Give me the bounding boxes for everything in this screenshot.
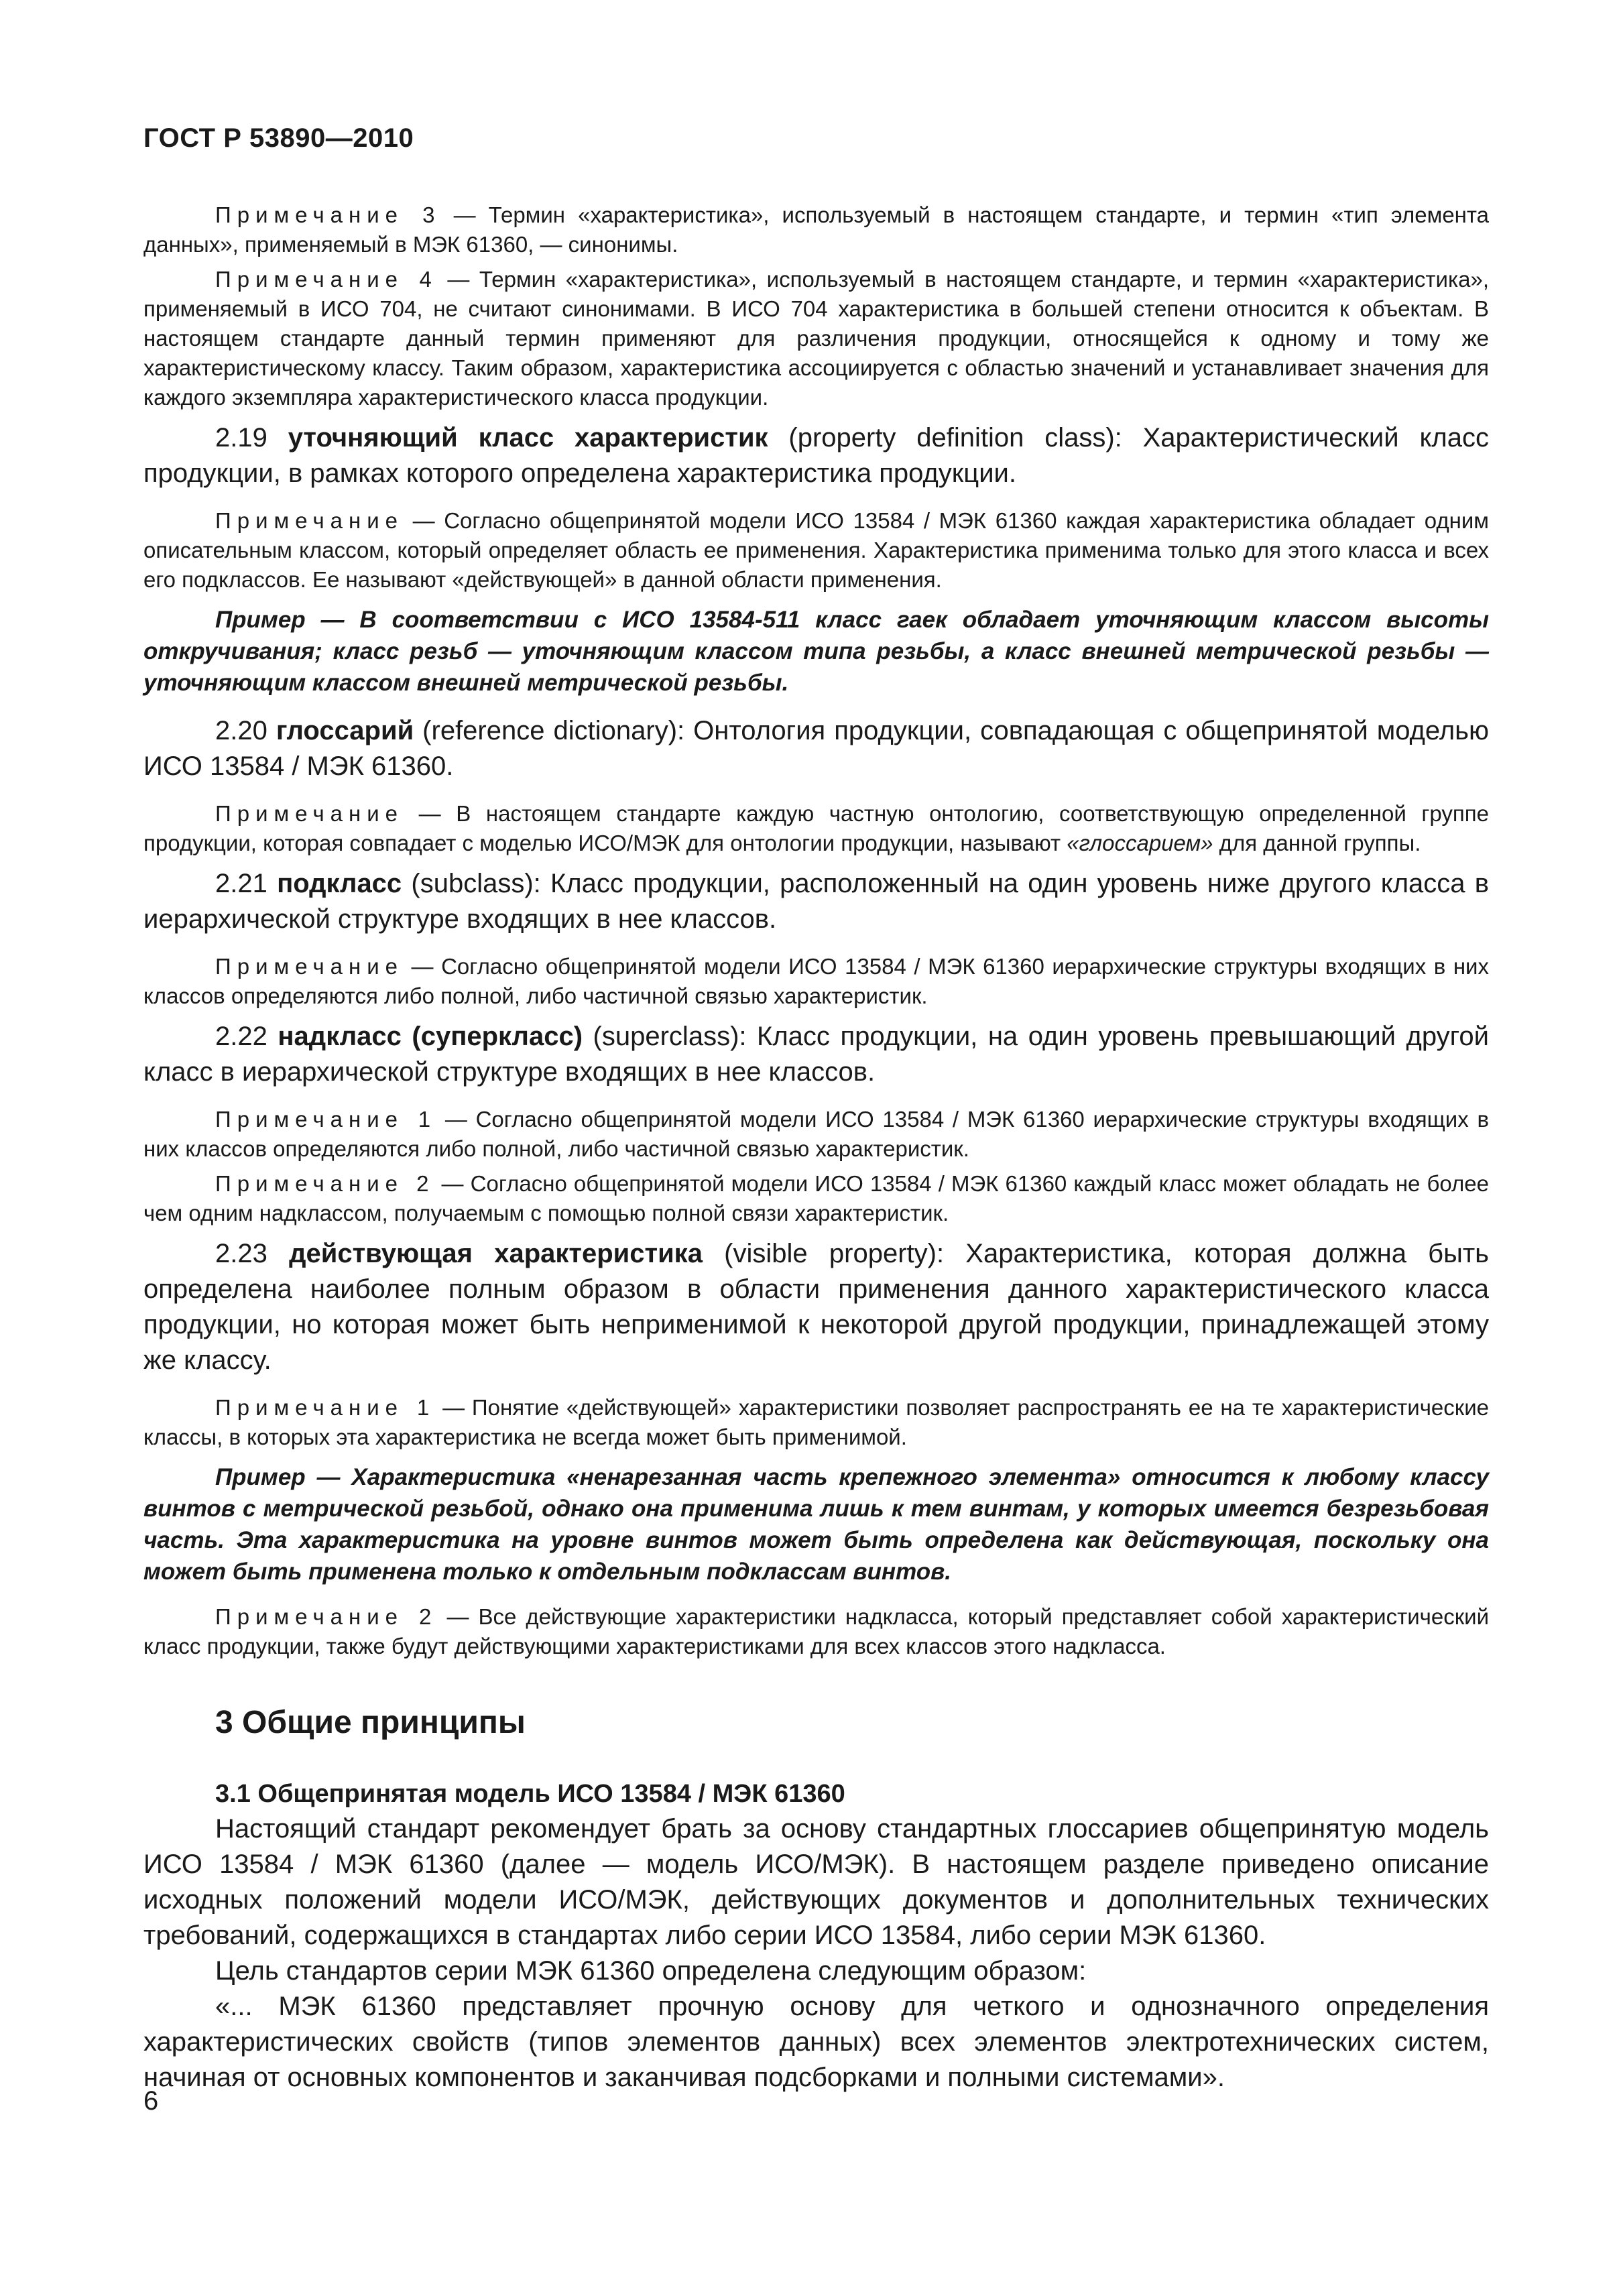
note-4: Примечание 4 — Термин «характеристика», используемый в настоящем стандарте, и термин «характеристика», применяемый в ИСО 704, не считают синонимами. В ИСО 704 характеристика в большей степени относится к объектам. В настоящем стандарте данный термин применяют для различения продукции, относящейся к одному и тому же характеристическому классу. Таким образом, характеристика ассоциируется с областью значений и устанавливает значения для каждого экземпляра характеристического класса продукции. bbox=[143, 267, 1489, 410]
paragraph-2: Цель стандартов серии МЭК 61360 определена следующим образом: bbox=[215, 1956, 1087, 1986]
term-2-23: 2.23 действующая характеристика (visible property): Характеристика, которая должна быть определена наиболее полным образом в области применения данного характеристического класса продукции, но которая может быть неприменимой к некоторой другой продукции, принадлежащей этому же классу. bbox=[143, 1239, 1489, 1375]
note-2-21: Примечание — Согласно общепринятой модели ИСО 13584 / МЭК 61360 иерархические структуры входящих в них классов определяются либо полной, либо частичной связью характеристик. bbox=[143, 954, 1489, 1008]
term-2-20: 2.20 глоссарий (reference dictionary): Онтология продукции, совпадающая с общепринятой моделью ИСО 13584 / МЭК 61360. bbox=[143, 716, 1489, 781]
note-2-20: Примечание — В настоящем стандарте каждую частную онтологию, соответствующую определенной группе продукции, которая совпадает с моделью ИСО/МЭК для онтологии продукции, называют «глоссарием» для данной группы. bbox=[143, 801, 1489, 855]
example-2-19: Пример — В соответствии с ИСО 13584-511 класс гаек обладает уточняющим классом высоты откручивания; класс резьб — уточняющим классом типа резьбы, а класс внешней метрической резьбы — уточняющим классом внешней метрической резьбы. bbox=[143, 607, 1489, 696]
section-3-title: 3 Общие принципы bbox=[215, 1705, 526, 1740]
example-2-23: Пример — Характеристика «ненарезанная часть крепежного элемента» относится к любому классу винтов с метрической резьбой, однако она применима лишь к тем винтам, у которых имеется безрезьбовая часть. Эта характеристика на уровне винтов может быть определена как действующая, поскольку она может быть применена только к отдельным подклассам винтов. bbox=[143, 1464, 1489, 1585]
paragraph-3: «... МЭК 61360 представляет прочную основу для четкого и однозначного определения характеристических свойств (типов элементов данных) всех элементов электротехнических систем, начиная от основных компонентов и заканчивая подсборками и полными системами». bbox=[143, 1992, 1489, 2092]
document-body bbox=[143, 200, 1489, 2096]
note-2-23-2: Примечание 2 — Все действующие характеристики надкласса, который представляет собой характеристический класс продукции, также будут действующими характеристиками для всех классов этого надкласса. bbox=[143, 1604, 1489, 1658]
note-2-19: Примечание — Согласно общепринятой модели ИСО 13584 / МЭК 61360 каждая характеристика обладает одним описательным классом, который определяет область ее применения. Характеристика применима только для этого класса и всех его подклассов. Ее называют «действующей» в данной области применения. bbox=[143, 508, 1489, 592]
paragraph-1: Настоящий стандарт рекомендует брать за основу стандартных глоссариев общепринятую модель ИСО 13584 / МЭК 61360 (далее — модель ИСО/МЭК). В настоящем разделе приведено описание исходных положений модели ИСО/МЭК, действующих документов и дополнительных технических требований, содержащихся в стандартах либо серии ИСО 13584, либо серии МЭК 61360. bbox=[143, 1814, 1489, 1950]
note-2-22-2: Примечание 2 — Согласно общепринятой модели ИСО 13584 / МЭК 61360 каждый класс может обладать не более чем одним надклассом, получаемым с помощью полной связи характеристик. bbox=[143, 1171, 1489, 1225]
page-number: 6 bbox=[143, 2086, 159, 2116]
note-2-23-1: Примечание 1 — Понятие «действующей» характеристики позволяет распространять ее на те характеристические классы, в которых эта характеристика не всегда может быть применимой. bbox=[143, 1395, 1489, 1449]
term-2-22: 2.22 надкласс (суперкласс) (superclass): Класс продукции, на один уровень превышающий другой класс в иерархической структуре входящих в нее классов. bbox=[143, 1022, 1489, 1087]
section-3-1-title: 3.1 Общепринятая модель ИСО 13584 / МЭК 61360 bbox=[215, 1780, 845, 1808]
document-header: ГОСТ Р 53890—2010 bbox=[143, 123, 414, 153]
note-2-22-1: Примечание 1 — Согласно общепринятой модели ИСО 13584 / МЭК 61360 иерархические структуры входящих в них классов определяются либо полной, либо частичной связью характеристик. bbox=[143, 1107, 1490, 1161]
note-3: Примечание 3 — Термин «характеристика», используемый в настоящем стандарте, и термин «тип элемента данных», применяемый в МЭК 61360, — синонимы. bbox=[143, 202, 1489, 257]
term-2-21: 2.21 подкласс (subclass): Класс продукции, расположенный на один уровень ниже другого класса в иерархической структуре входящих в нее классов. bbox=[143, 869, 1489, 934]
term-2-19: 2.19 уточняющий класс характеристик (property definition class): Характеристический класс продукции, в рамках которого определена характеристика продукции. bbox=[143, 423, 1489, 488]
